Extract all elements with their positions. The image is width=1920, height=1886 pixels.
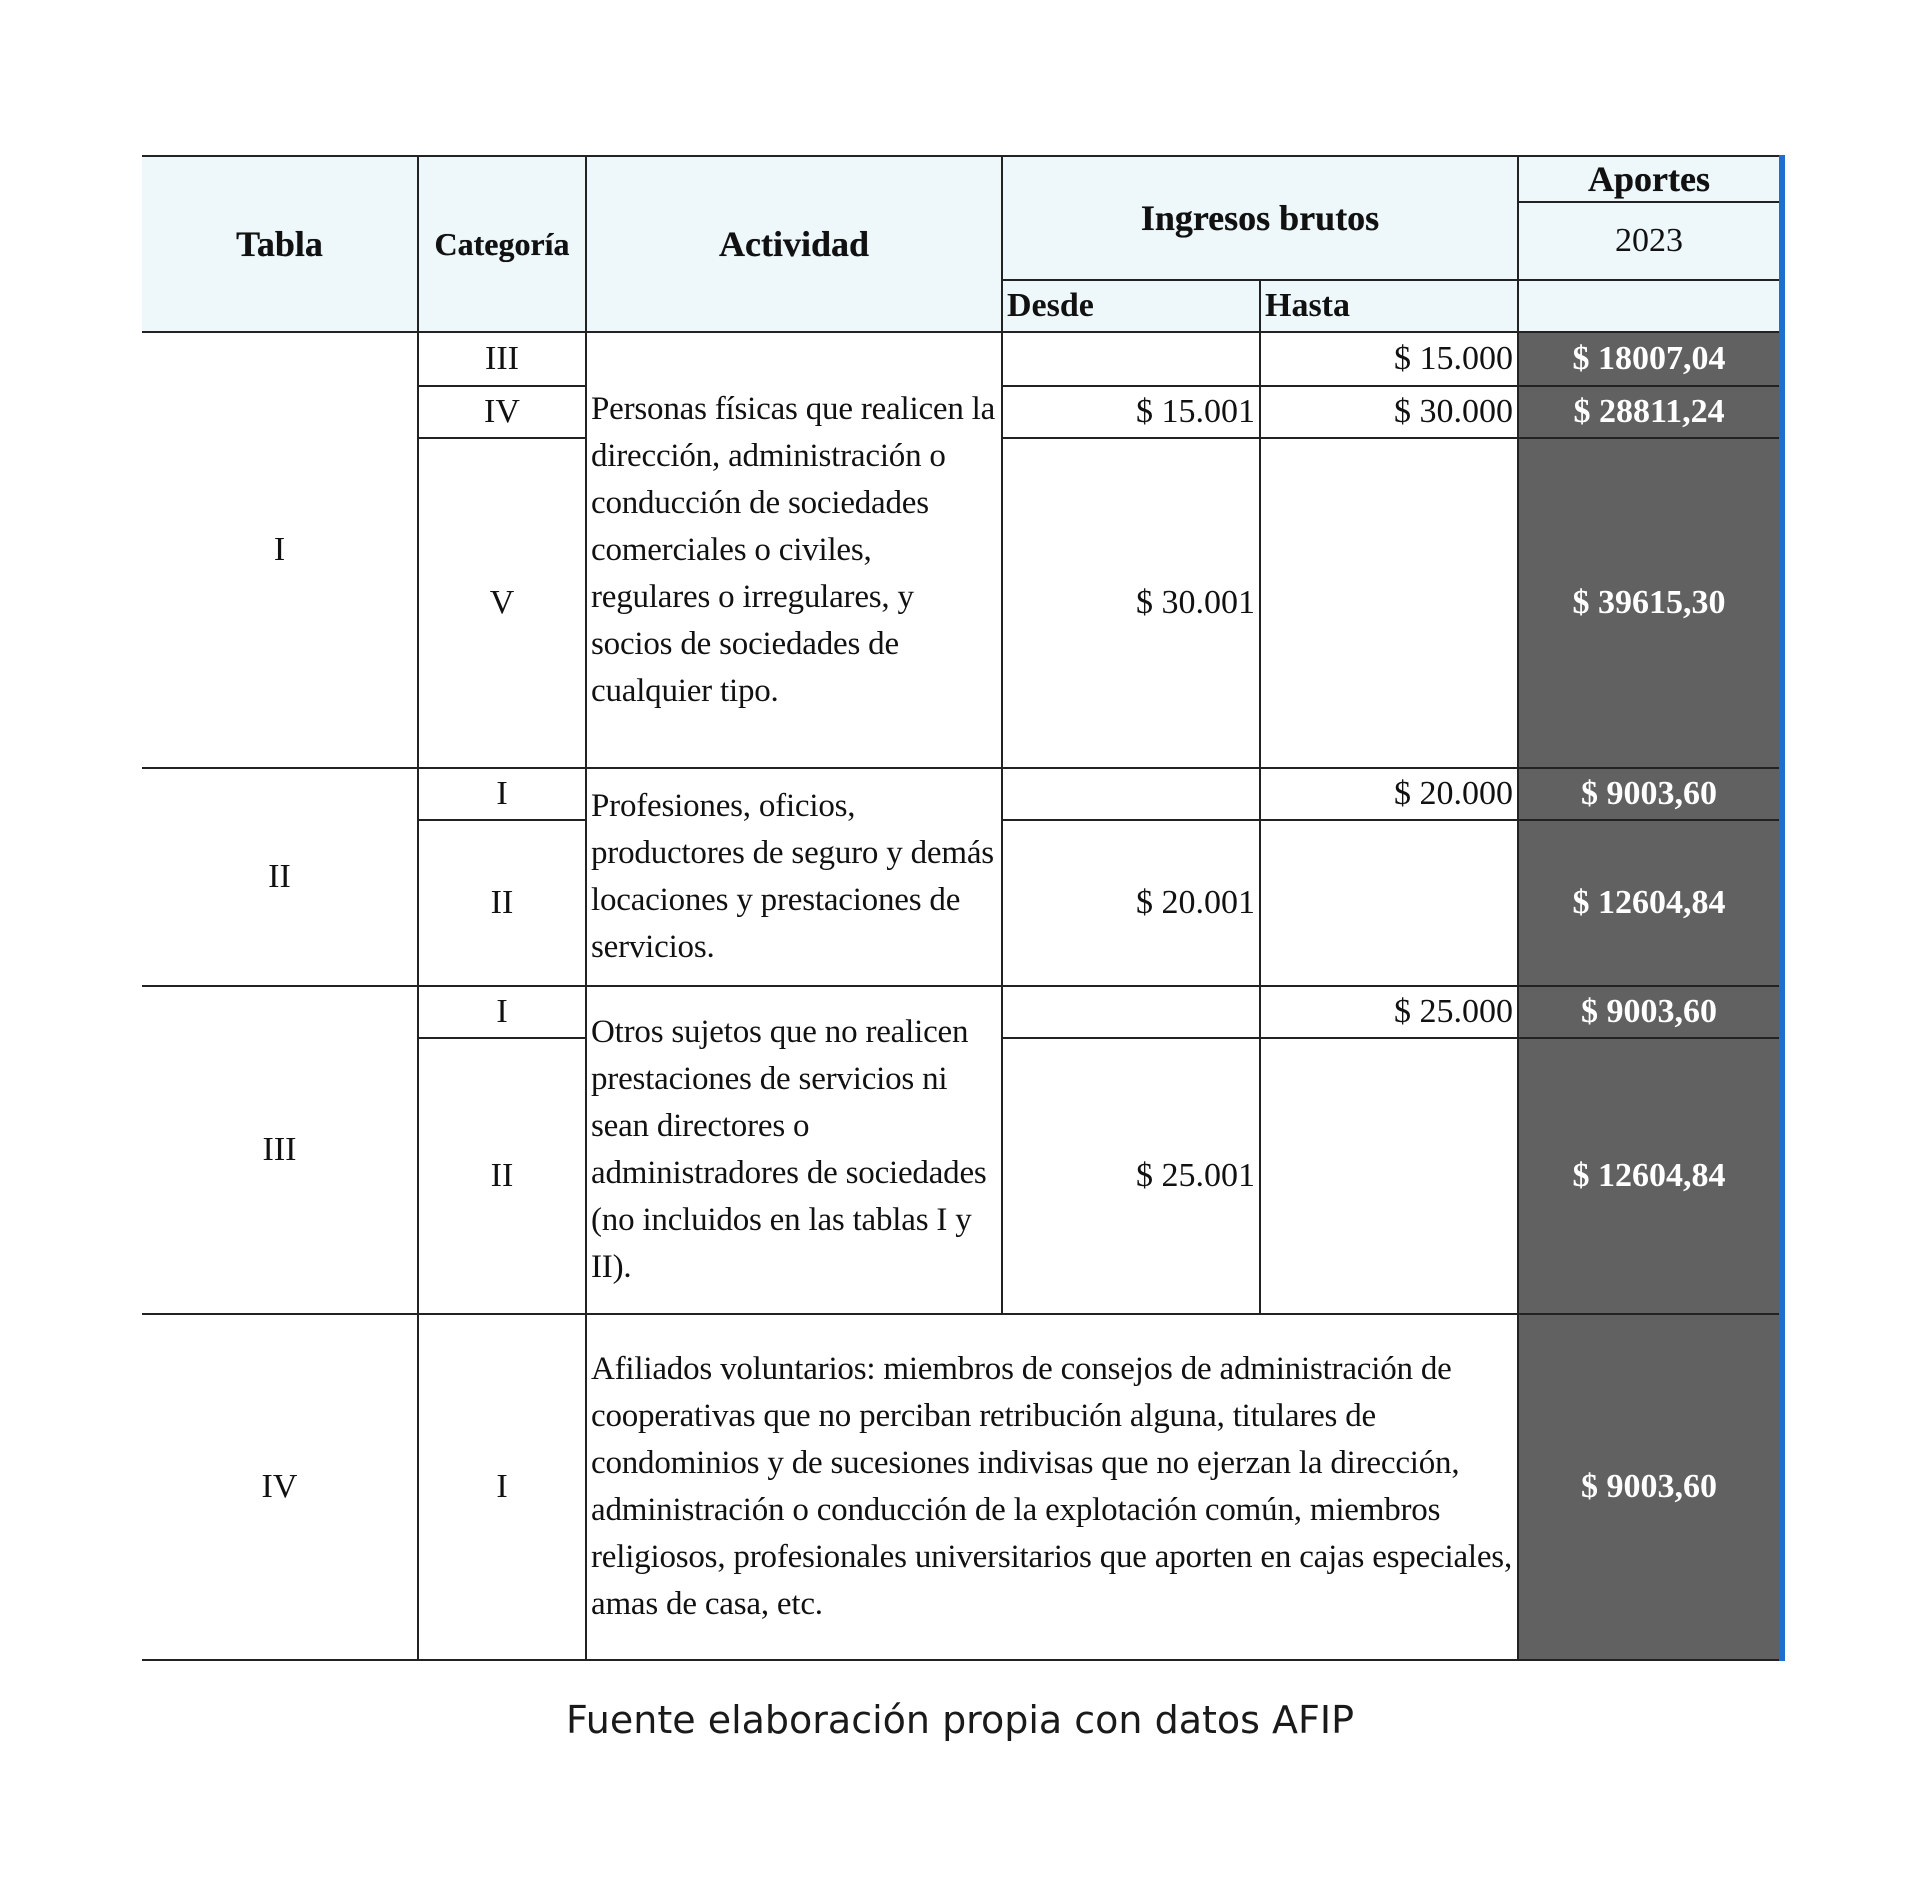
desde-cell: $ 30.001: [1002, 438, 1260, 768]
source-note: Fuente elaboración propia con datos AFIP: [566, 1698, 1354, 1742]
aporte-cell: $ 18007,04: [1518, 332, 1782, 386]
categoria-cell: I: [418, 1314, 586, 1660]
tabla-cell: III: [142, 986, 418, 1314]
table-row: [142, 1314, 1782, 1660]
hasta-cell: [1260, 1038, 1518, 1314]
desde-cell: [1002, 768, 1260, 820]
categoria-cell: V: [418, 438, 586, 768]
header-desde: Desde: [1002, 280, 1260, 332]
aporte-cell: $ 12604,84: [1518, 1038, 1782, 1314]
categoria-cell: II: [418, 820, 586, 986]
actividad-cell: Profesiones, oficios, productores de seguro y demás locaciones y prestaciones de servicios.: [586, 768, 1002, 986]
desde-cell: $ 15.001: [1002, 386, 1260, 438]
header-categoria: Categoría: [418, 156, 586, 332]
aporte-cell: $ 28811,24: [1518, 386, 1782, 438]
hasta-cell: $ 30.000: [1260, 386, 1518, 438]
hasta-cell: $ 15.000: [1260, 332, 1518, 386]
tabla-cell: I: [142, 332, 418, 768]
hasta-cell: [1260, 438, 1518, 768]
header-year: 2023: [1518, 202, 1782, 280]
categoria-cell: I: [418, 986, 586, 1038]
categoria-cell: II: [418, 1038, 586, 1314]
desde-cell: [1002, 986, 1260, 1038]
aporte-cell: $ 9003,60: [1518, 768, 1782, 820]
categoria-cell: III: [418, 332, 586, 386]
actividad-cell: Personas físicas que realicen la dirección, administración o conducción de sociedades comerciales o civiles, regulares o irregulares, y socios de sociedades de cualquier tipo.: [586, 332, 1002, 768]
actividad-cell: Otros sujetos que no realicen prestaciones de servicios ni sean directores o administradores de sociedades (no incluidos en las tablas I y II).: [586, 986, 1002, 1314]
aporte-cell: $ 9003,60: [1518, 986, 1782, 1038]
desde-cell: [1002, 332, 1260, 386]
table-row: [142, 986, 1782, 1038]
header-aportes-empty: [1518, 280, 1782, 332]
tabla-cell: IV: [142, 1314, 418, 1660]
header-aportes: Aportes: [1518, 156, 1782, 202]
hasta-cell: $ 20.000: [1260, 768, 1518, 820]
hasta-cell: [1260, 820, 1518, 986]
aporte-cell: $ 39615,30: [1518, 438, 1782, 768]
aporte-cell: $ 9003,60: [1518, 1314, 1782, 1660]
header-tabla: Tabla: [142, 156, 418, 332]
desde-cell: $ 20.001: [1002, 820, 1260, 986]
aporte-cell: $ 12604,84: [1518, 820, 1782, 986]
header-ingresos-brutos: Ingresos brutos: [1002, 156, 1518, 280]
aportes-table-container: [142, 155, 1782, 1655]
header-hasta: Hasta: [1260, 280, 1518, 332]
aportes-table: [142, 155, 1785, 1661]
table-row: [142, 332, 1782, 386]
actividad-cell: Afiliados voluntarios: miembros de consejos de administración de cooperativas que no perciban retribución alguna, titulares de condominios y de sucesiones indivisas que no ejerzan la dirección, administración o conducción de la explotación común, miembros religiosos, profesionales universitarios que aporten en cajas especiales, amas de casa, etc.: [586, 1314, 1518, 1660]
hasta-cell: $ 25.000: [1260, 986, 1518, 1038]
header-actividad: Actividad: [586, 156, 1002, 332]
tabla-cell: II: [142, 768, 418, 986]
categoria-cell: I: [418, 768, 586, 820]
categoria-cell: IV: [418, 386, 586, 438]
table-row: [142, 768, 1782, 820]
desde-cell: $ 25.001: [1002, 1038, 1260, 1314]
